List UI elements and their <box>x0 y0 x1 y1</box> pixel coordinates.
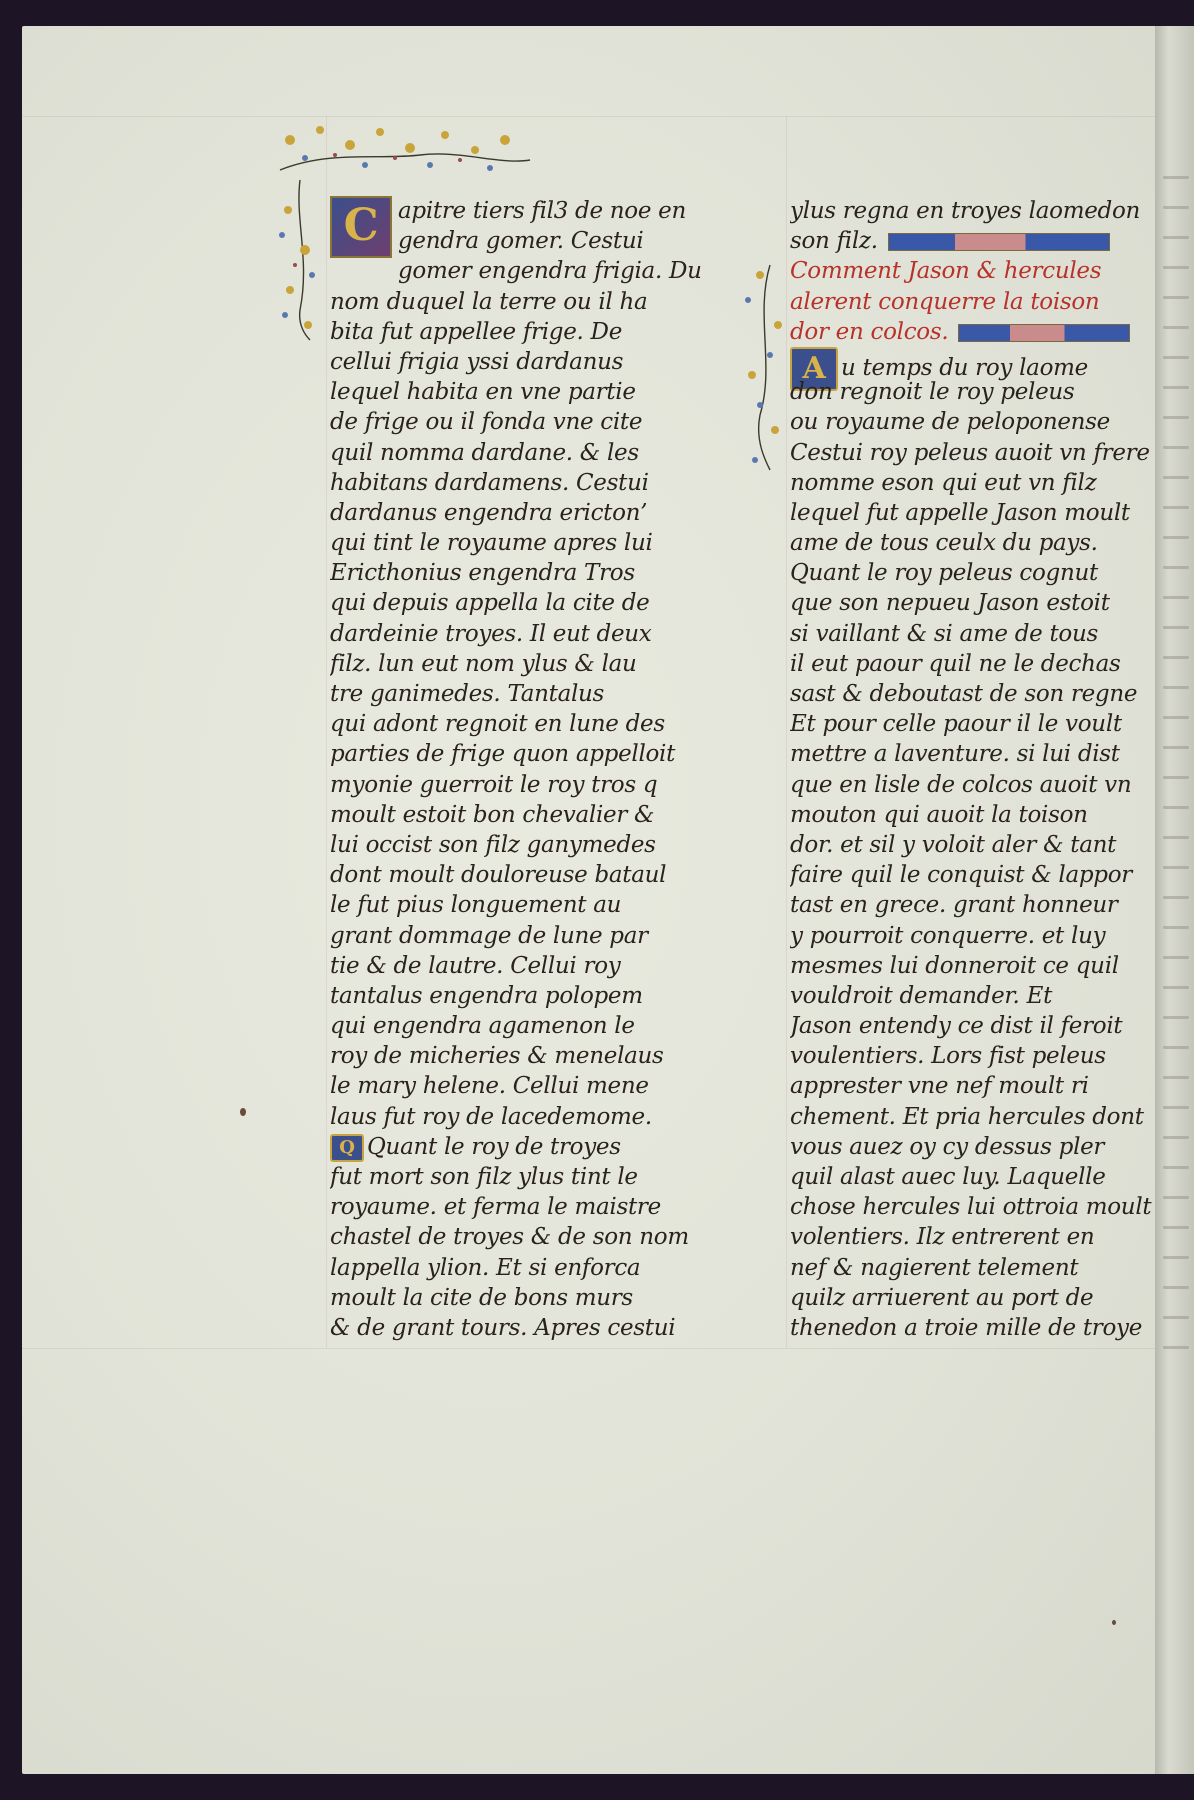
text-line: ylus regna en troyes laomedon <box>790 198 1141 224</box>
text-line <box>330 770 710 800</box>
text-line <box>330 921 710 951</box>
text-line <box>330 317 710 347</box>
text-line <box>330 1162 710 1192</box>
text-line <box>790 649 1170 679</box>
text-line <box>790 588 1170 618</box>
text-line <box>398 226 710 256</box>
text-line <box>790 528 1170 558</box>
text-line-content: Et pour celle paour il le voult <box>790 711 1122 738</box>
text-line-content: que en lisle de colcos auoit vn <box>790 771 1132 798</box>
text-line <box>330 347 710 377</box>
text-line-content: Jason entendy ce dist il feroit <box>790 1013 1123 1040</box>
text-line-content: fut mort son filz ylus tint le <box>330 1164 638 1190</box>
text-line <box>790 377 1170 407</box>
parchment-stain <box>240 1108 246 1116</box>
text-line <box>330 498 710 528</box>
text-line-content: roy de micheries & menelaus <box>330 1043 664 1070</box>
text-line <box>790 951 1170 981</box>
text-line <box>330 438 710 468</box>
text-line <box>790 709 1170 739</box>
text-line-content: laus fut roy de lacedemome. <box>330 1103 652 1130</box>
text-line-content: apitre tiers fil3 de noe en <box>398 198 686 224</box>
text-line-content: habitans dardamens. Cestui <box>330 469 649 496</box>
text-line <box>330 860 710 890</box>
text-line <box>330 1071 710 1101</box>
parchment-stain <box>1112 1620 1116 1625</box>
text-line <box>790 739 1170 769</box>
text-line-content: faire quil le conquist & lappor <box>790 862 1132 889</box>
text-line <box>330 709 710 739</box>
text-line-content: cellui frigia yssi dardanus <box>330 348 624 375</box>
text-line <box>330 619 710 649</box>
text-line <box>330 528 710 558</box>
text-line-content: filz. lun eut nom ylus & lau <box>330 650 637 677</box>
right-text-column <box>790 196 1170 1343</box>
text-line-content: dont moult douloreuse bataul <box>330 862 667 889</box>
text-line-content: tast en grece. grant honneur <box>790 892 1118 919</box>
line-filler-icon <box>888 233 1110 251</box>
text-line-content: dardeinie troyes. Il eut deux <box>330 620 652 647</box>
text-line-content: lequel habita en vne partie <box>330 379 636 406</box>
rubric-line-content: dor en colcos. <box>790 318 949 345</box>
text-line <box>790 1011 1170 1041</box>
text-line-content: lequel fut appelle Jason moult <box>790 499 1130 526</box>
text-line <box>790 679 1170 709</box>
text-line <box>790 1253 1170 1283</box>
text-line <box>330 1283 710 1313</box>
text-line-content: volentiers. Ilz entrerent en <box>790 1224 1095 1251</box>
text-line-content: grant dommage de lune par <box>330 922 648 949</box>
text-line <box>790 438 1170 468</box>
text-line-content: gomer engendra frigia. Du <box>398 258 702 285</box>
text-line <box>790 770 1170 800</box>
text-line <box>330 588 710 618</box>
text-line <box>790 226 1170 256</box>
ruling-line-bottom <box>22 1348 1155 1349</box>
text-line-content: le mary helene. Cellui mene <box>330 1073 649 1100</box>
text-line-content: ou royaume de peloponense <box>790 409 1110 436</box>
text-line <box>330 981 710 1011</box>
text-line-content: sast & deboutast de son regne <box>790 681 1138 707</box>
text-line-content: que son nepueu Jason estoit <box>790 590 1110 617</box>
text-line-content: dardanus engendra ericton’ <box>330 499 648 526</box>
text-line <box>330 1132 710 1162</box>
text-line <box>330 951 710 981</box>
text-line-content: moult la cite de bons murs <box>330 1284 633 1311</box>
text-line-content: chastel de troyes & de son nom <box>330 1224 689 1251</box>
text-line-content: gendra gomer. Cestui <box>398 228 644 255</box>
text-line-content: ame de tous ceulx du pays. <box>790 530 1098 557</box>
text-line-content: vous auez oy cy dessus pler <box>790 1133 1105 1160</box>
text-line-content: & de grant tours. Apres cestui <box>330 1314 676 1341</box>
text-line <box>790 498 1170 528</box>
text-line <box>790 1162 1170 1192</box>
text-line <box>330 1041 710 1071</box>
text-line-content: quil alast auec luy. Laquelle <box>790 1164 1106 1190</box>
text-line-content: moult estoit bon chevalier & <box>330 801 655 828</box>
text-line-content: chement. Et pria hercules dont <box>790 1103 1144 1130</box>
text-line <box>330 1102 710 1132</box>
text-line-content: vouldroit demander. Et <box>790 982 1053 1009</box>
text-line-content: bita fut appellee frige. De <box>330 318 623 345</box>
text-line <box>330 407 710 437</box>
text-line <box>330 800 710 830</box>
text-line-content: mouton qui auoit la toison <box>790 801 1088 828</box>
text-line-content: Ericthonius engendra Tros <box>330 560 635 587</box>
text-line-content: nomme eson qui eut vn filz <box>790 469 1097 496</box>
text-line-content: myonie guerroit le roy tros q <box>330 771 658 798</box>
line-filler-icon <box>958 324 1130 342</box>
text-line-content: son filz. <box>790 228 878 255</box>
text-line <box>330 1011 710 1041</box>
text-line <box>398 256 710 286</box>
text-line <box>330 1222 710 1252</box>
rubric-line: Comment Jason & hercules <box>790 258 1102 285</box>
text-line <box>330 377 710 407</box>
text-line <box>330 287 710 317</box>
text-line-content: lappella ylion. Et si enforca <box>330 1254 641 1281</box>
text-line <box>790 1102 1170 1132</box>
left-text-column <box>330 196 710 1343</box>
text-line-content: mettre a laventure. si lui dist <box>790 741 1120 768</box>
text-line <box>790 468 1170 498</box>
text-line-content: thenedon a troie mille de troye <box>790 1314 1143 1341</box>
illuminated-initial-c-icon: C <box>330 196 392 258</box>
text-line-content: mesmes lui donneroit ce quil <box>790 952 1119 979</box>
text-line-content: de frige ou il fonda vne cite <box>330 409 643 436</box>
text-line <box>330 1313 710 1343</box>
text-line-content: don regnoit le roy peleus <box>790 379 1075 406</box>
text-line <box>790 407 1170 437</box>
rubric-line <box>790 317 1170 347</box>
text-line-content: dor. et sil y voloit aler & tant <box>790 831 1117 858</box>
text-line-content: qui adont regnoit en lune des <box>330 711 665 738</box>
text-line-content: u temps du roy laome <box>841 354 1088 381</box>
text-line <box>790 890 1170 920</box>
text-line-content: tre ganimedes. Tantalus <box>330 681 605 707</box>
text-line <box>330 890 710 920</box>
text-line-content: si vaillant & si ame de tous <box>790 620 1098 647</box>
text-line-content: apprester vne nef moult ri <box>790 1073 1089 1100</box>
text-line <box>790 1041 1170 1071</box>
text-line <box>790 1132 1170 1162</box>
text-line-content: nef & nagierent telement <box>790 1254 1079 1281</box>
ruling-line-top <box>22 116 1155 117</box>
right-body <box>790 347 1170 1343</box>
text-line <box>330 649 710 679</box>
text-line <box>790 558 1170 588</box>
text-line-content: le fut pius longuement au <box>330 892 622 919</box>
text-line <box>330 1253 710 1283</box>
text-line <box>330 468 710 498</box>
text-line <box>790 347 1170 386</box>
text-line-content: quil nomma dardane. & les <box>330 439 639 466</box>
text-line-content: Quant le roy de troyes <box>367 1133 621 1160</box>
text-line-content: lui occist son filz ganymedes <box>330 831 656 858</box>
text-line <box>790 1283 1170 1313</box>
text-line <box>790 921 1170 951</box>
text-line-content: voulentiers. Lors fist peleus <box>790 1043 1106 1070</box>
text-line <box>790 1313 1170 1343</box>
text-line <box>790 800 1170 830</box>
text-line <box>330 558 710 588</box>
text-line-content: chose hercules lui ottroia moult <box>790 1194 1152 1221</box>
text-line-content: tie & de lautre. Cellui roy <box>330 952 621 979</box>
text-line <box>790 619 1170 649</box>
text-line-content: qui tint le royaume apres lui <box>330 530 653 557</box>
text-line-content: tantalus engendra polopem <box>330 982 643 1009</box>
text-line <box>790 1222 1170 1252</box>
text-line <box>790 830 1170 860</box>
text-line-content: y pourroit conquerre. et luy <box>790 922 1106 949</box>
text-line <box>330 830 710 860</box>
text-line-content: Cestui roy peleus auoit vn frere <box>790 439 1150 466</box>
text-line-content: nom duquel la terre ou il ha <box>330 288 648 315</box>
illuminated-initial-q-icon: Q <box>330 1134 364 1162</box>
facing-page-text-trace <box>1163 176 1189 179</box>
text-line-content: quilz arriuerent au port de <box>790 1284 1094 1311</box>
text-line <box>790 981 1170 1011</box>
text-line <box>790 860 1170 890</box>
text-line-content: qui depuis appella la cite de <box>330 590 650 617</box>
text-line <box>790 1071 1170 1101</box>
illuminated-initial-a-icon: A <box>790 347 838 391</box>
text-line-content: il eut paour quil ne le dechas <box>790 650 1121 677</box>
text-line-content: parties de frige quon appelloit <box>330 741 676 768</box>
text-line <box>330 679 710 709</box>
text-line-content: qui engendra agamenon le <box>330 1013 635 1040</box>
text-line-content: royaume. et ferma le maistre <box>330 1194 661 1221</box>
text-line-content: Quant le roy peleus cognut <box>790 560 1098 587</box>
text-line <box>330 739 710 769</box>
text-line <box>790 1192 1170 1222</box>
text-line <box>330 1192 710 1222</box>
facing-page-text-trace <box>1163 1346 1189 1349</box>
rubric-line: alerent conquerre la toison <box>790 288 1100 315</box>
